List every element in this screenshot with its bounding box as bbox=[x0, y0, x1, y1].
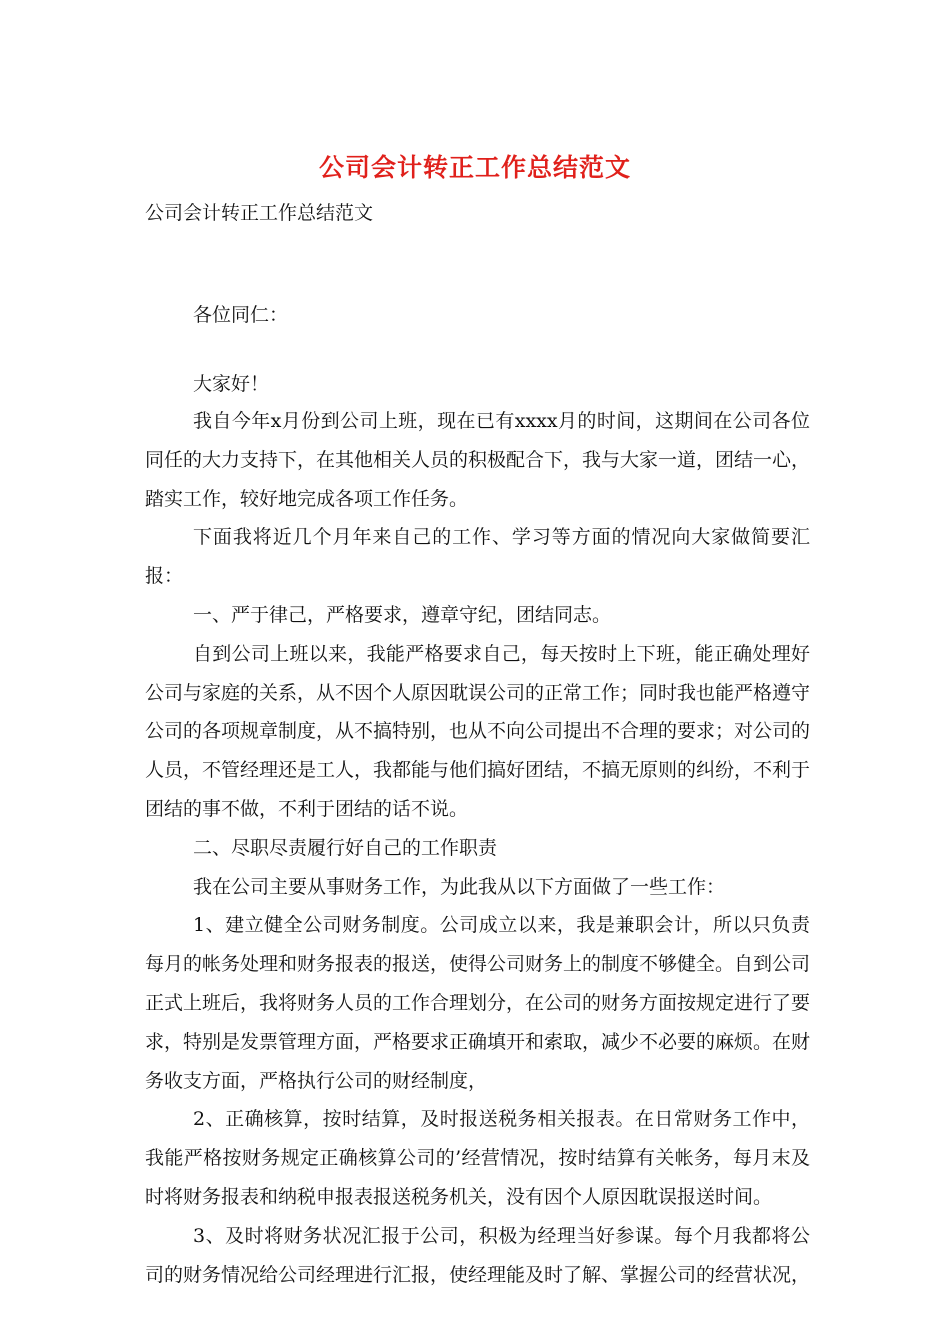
paragraph: 3、及时将财务状况汇报于公司，积极为经理当好参谋。每个月我都将公司的财务情况给公司经理进行汇报，使经理能及时了解、掌握公司的经营状况， bbox=[145, 1224, 811, 1286]
paragraph: 下面我将近几个月年来自己的工作、学习等方面的情况向大家做简要汇报： bbox=[145, 526, 810, 588]
greeting: 各位同仁： bbox=[193, 304, 289, 326]
document-body bbox=[145, 402, 810, 1294]
paragraph: 我在公司主要从事财务工作，为此我从以下方面做了一些工作： bbox=[193, 875, 726, 898]
paragraph: 自到公司上班以来，我能严格要求自己，每天按时上下班，能正确处理好公司与家庭的关系，从不因个人原因耽误公司的正常工作；同时我也能严格遵守公司的各项规章制度，从不搞特别，也从不向公司提出不合理的要求；对公司的人员，不管经理还是工人，我都能与他们搞好团结，不搞无原则的纠纷，不利于团结的事不做，不利于团结的话不说。 bbox=[145, 642, 811, 820]
paragraph: 我自今年x月份到公司上班，现在已有xxxx月的时间，这期间在公司各位同任的大力支持下，在其他相关人员的积极配合下，我与大家一道，团结一心，踏实工作，较好地完成各项工作任务。 bbox=[145, 410, 811, 510]
document-title: 公司会计转正工作总结范文 bbox=[318, 153, 631, 182]
paragraph: 2、正确核算，按时结算，及时报送税务相关报表。在日常财务工作中，我能严格按财务规定正确核算公司的’经营情况，按时结算有关帐务，每月末及时将财务报表和纳税申报表报送税务机关，没有因个人原因耽误报送时间。 bbox=[145, 1108, 810, 1208]
document-subtitle: 公司会计转正工作总结范文 bbox=[145, 202, 374, 224]
paragraph: 1、建立健全公司财务制度。公司成立以来，我是兼职会计，所以只负责每月的帐务处理和财务报表的报送，使得公司财务上的制度不够健全。自到公司正式上班后，我将财务人员的工作合理划分，在公司的财务方面按规定进行了要求，特别是发票管理方面，严格要求正确填开和索取，减少不必要的麻烦。在财务收支方面，严格执行公司的财经制度， bbox=[145, 914, 811, 1092]
section-heading: 二、尽职尽责履行好自己的工作职责 bbox=[193, 836, 498, 859]
salutation: 大家好！ bbox=[193, 373, 270, 395]
section-heading: 一、严于律己，严格要求，遵章守纪，团结同志。 bbox=[193, 603, 612, 626]
